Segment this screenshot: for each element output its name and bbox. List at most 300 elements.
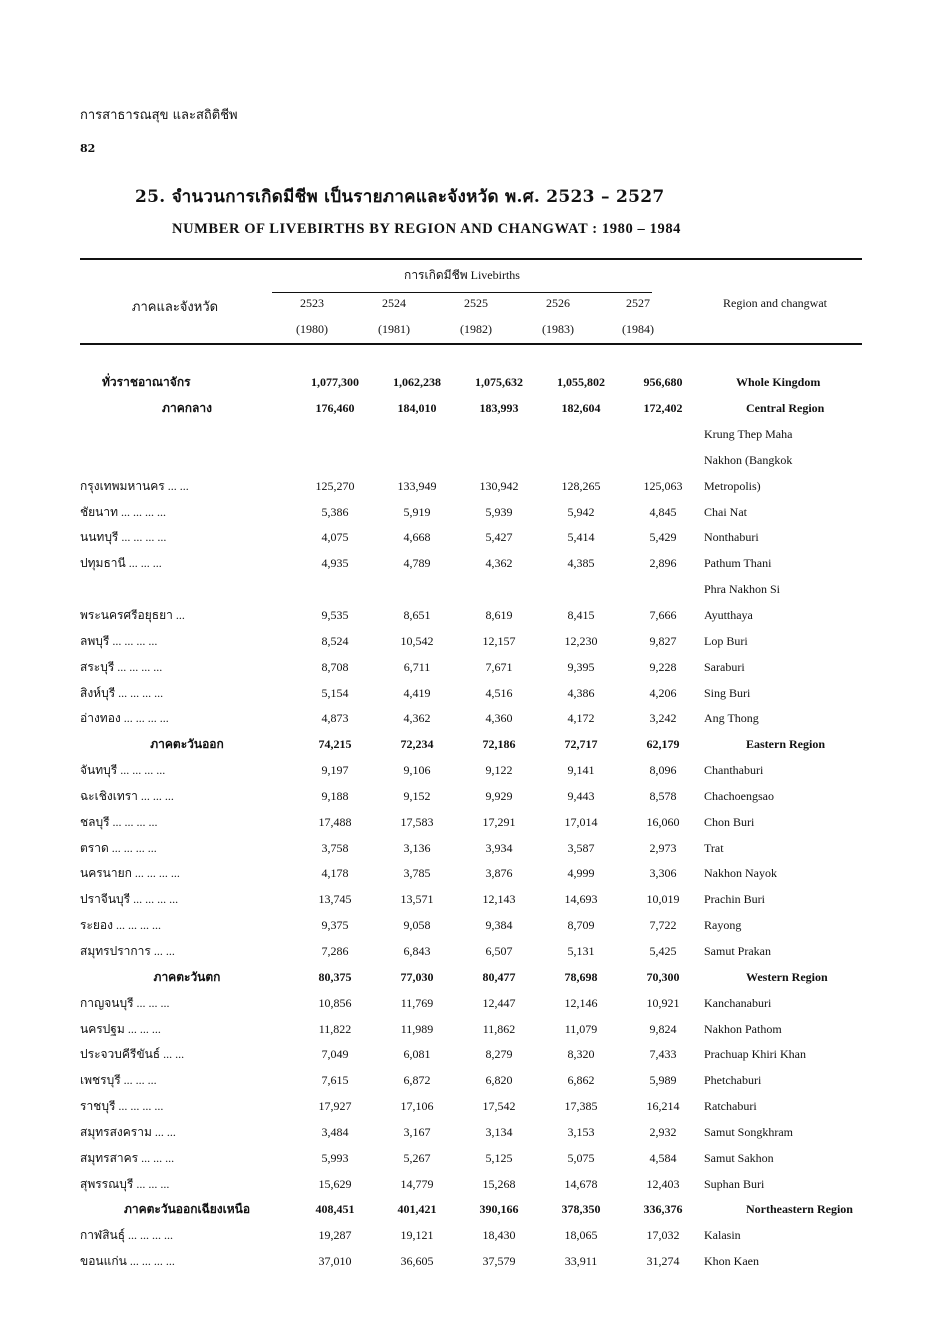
livebirths-value: 5,154 <box>321 685 349 700</box>
livebirths-value: 7,671 <box>485 659 513 674</box>
livebirths-value: 12,157 <box>482 633 516 648</box>
livebirths-value: 10,019 <box>646 892 680 907</box>
livebirths-value: 6,872 <box>403 1073 431 1088</box>
livebirths-value: 8,279 <box>485 1047 513 1062</box>
livebirths-value: 5,993 <box>321 1150 349 1165</box>
livebirths-value: 3,785 <box>403 866 431 881</box>
table-row <box>80 861 862 887</box>
livebirths-value: 3,306 <box>649 866 677 881</box>
changwat-name-thai: ราชบุรี ... ... ... ... <box>80 1099 164 1114</box>
livebirths-value: 14,779 <box>400 1176 434 1191</box>
livebirths-value: 6,081 <box>403 1047 431 1062</box>
changwat-name-thai <box>80 422 294 448</box>
livebirths-value: 125,063 <box>643 478 683 493</box>
livebirths-value: 8,320 <box>567 1047 595 1062</box>
table-row <box>80 680 862 706</box>
changwat-name-thai: ทั่วราชอาณาจักร <box>102 375 191 390</box>
livebirths-value <box>458 448 540 474</box>
livebirths-value <box>376 577 458 603</box>
changwat-name-english: Sing Buri <box>704 685 751 700</box>
livebirths-value: 1,075,632 <box>475 375 523 390</box>
livebirths-value: 11,822 <box>318 1021 352 1036</box>
livebirths-value: 176,460 <box>315 401 355 416</box>
livebirths-value: 1,055,802 <box>557 375 605 390</box>
changwat-name-thai: เพชรบุรี ... ... ... <box>80 1073 157 1088</box>
livebirths-value: 4,178 <box>321 866 349 881</box>
changwat-name-english: Trat <box>704 840 724 855</box>
livebirths-value: 3,934 <box>485 840 513 855</box>
livebirths-value: 80,375 <box>318 969 352 984</box>
livebirths-value: 7,615 <box>321 1073 349 1088</box>
table-row <box>80 1171 862 1197</box>
livebirths-value: 12,143 <box>482 892 516 907</box>
livebirths-value: 9,375 <box>321 918 349 933</box>
changwat-name-thai: ภาคตะวันตก <box>153 969 221 984</box>
changwat-name-english: Whole Kingdom <box>736 375 821 390</box>
livebirths-value: 4,789 <box>403 556 431 571</box>
livebirths-value <box>294 577 376 603</box>
livebirths-value: 4,516 <box>485 685 513 700</box>
livebirths-value: 37,010 <box>318 1254 352 1269</box>
livebirths-value: 15,268 <box>482 1176 516 1191</box>
changwat-name-english: Samut Songkhram <box>704 1124 793 1139</box>
changwat-name-thai: สระบุรี ... ... ... ... <box>80 659 163 674</box>
livebirths-table <box>80 370 862 1275</box>
livebirths-value: 5,414 <box>567 530 595 545</box>
livebirths-value: 17,488 <box>318 814 352 829</box>
table-row <box>80 1094 862 1120</box>
livebirths-value: 4,360 <box>485 711 513 726</box>
livebirths-value: 8,096 <box>649 763 677 778</box>
table-row <box>80 448 862 474</box>
changwat-name-english: Lop Buri <box>704 633 748 648</box>
changwat-name-english: Phra Nakhon Si <box>704 582 780 597</box>
livebirths-value: 5,942 <box>567 504 595 519</box>
changwat-name-thai: นครปฐม ... ... ... <box>80 1021 161 1036</box>
changwat-name-thai: อ่างทอง ... ... ... ... <box>80 711 169 726</box>
livebirths-value: 4,584 <box>649 1150 677 1165</box>
livebirths-value: 5,989 <box>649 1073 677 1088</box>
livebirths-value: 4,362 <box>485 556 513 571</box>
table-title-thai: 25. จำนวนการเกิดมีชีพ เป็นรายภาคและจังหวัด พ.ศ. 2523 – 2527 <box>135 187 665 207</box>
year-header-ce: (1983) <box>542 322 574 336</box>
table-row-region-total <box>80 732 862 758</box>
livebirths-value: 16,214 <box>646 1099 680 1114</box>
livebirths-value: 17,542 <box>482 1099 516 1114</box>
livebirths-value: 9,535 <box>321 608 349 623</box>
livebirths-value: 10,856 <box>318 995 352 1010</box>
livebirths-value: 11,862 <box>482 1021 516 1036</box>
livebirths-value: 8,708 <box>321 659 349 674</box>
changwat-name-thai: กรุงเทพมหานคร ... ... <box>80 478 189 493</box>
livebirths-value: 11,769 <box>400 995 434 1010</box>
year-header-ce: (1981) <box>378 322 410 336</box>
changwat-name-english: Ayutthaya <box>704 608 753 623</box>
region-header-thai: ภาคและจังหวัด <box>131 299 219 314</box>
table-row <box>80 939 862 965</box>
livebirths-value: 77,030 <box>400 969 434 984</box>
livebirths-value <box>458 422 540 448</box>
changwat-name-thai: ชลบุรี ... ... ... ... <box>80 814 158 829</box>
livebirths-value: 8,524 <box>321 633 349 648</box>
livebirths-value: 6,843 <box>403 943 431 958</box>
table-row <box>80 1068 862 1094</box>
livebirths-value: 7,433 <box>649 1047 677 1062</box>
livebirths-value: 12,403 <box>646 1176 680 1191</box>
livebirths-super-header: การเกิดมีชีพ Livebirths <box>404 268 520 282</box>
livebirths-value: 33,911 <box>564 1254 598 1269</box>
changwat-name-thai: สมุทรสาคร ... ... ... <box>80 1150 175 1165</box>
changwat-name-english: Khon Kaen <box>704 1254 759 1269</box>
livebirths-value: 5,075 <box>567 1150 595 1165</box>
changwat-name-english: Nonthaburi <box>704 530 759 545</box>
table-row <box>80 1145 862 1171</box>
livebirths-value: 5,267 <box>403 1150 431 1165</box>
livebirths-value: 2,896 <box>649 556 677 571</box>
livebirths-header-rule <box>272 292 652 293</box>
livebirths-value: 3,167 <box>403 1124 431 1139</box>
livebirths-value: 14,693 <box>564 892 598 907</box>
changwat-name-thai: ฉะเชิงเทรา ... ... ... <box>80 788 174 803</box>
region-header-english: Region and changwat <box>723 296 827 310</box>
changwat-name-english: Chanthaburi <box>704 763 764 778</box>
livebirths-value: 31,274 <box>646 1254 680 1269</box>
changwat-name-english: Metropolis) <box>704 478 761 493</box>
livebirths-value: 17,106 <box>400 1099 434 1114</box>
livebirths-value: 125,270 <box>315 478 355 493</box>
livebirths-value: 13,745 <box>318 892 352 907</box>
changwat-name-english: Chachoengsao <box>704 788 774 803</box>
livebirths-value: 17,291 <box>482 814 516 829</box>
changwat-name-thai: สุพรรณบุรี ... ... ... <box>80 1176 170 1191</box>
livebirths-value: 401,421 <box>397 1202 437 1217</box>
livebirths-value: 3,136 <box>403 840 431 855</box>
livebirths-value: 10,921 <box>646 995 680 1010</box>
livebirths-value: 5,131 <box>567 943 595 958</box>
livebirths-value: 5,427 <box>485 530 513 545</box>
livebirths-value: 19,121 <box>400 1228 434 1243</box>
changwat-name-english: Chai Nat <box>704 504 747 519</box>
livebirths-value: 9,228 <box>649 659 677 674</box>
livebirths-value: 36,605 <box>400 1254 434 1269</box>
livebirths-value <box>294 422 376 448</box>
livebirths-value: 3,876 <box>485 866 513 881</box>
livebirths-value: 12,447 <box>482 995 516 1010</box>
livebirths-value: 8,619 <box>485 608 513 623</box>
table-row <box>80 1119 862 1145</box>
table-row <box>80 628 862 654</box>
table-row <box>80 499 862 525</box>
livebirths-value: 4,419 <box>403 685 431 700</box>
livebirths-value: 378,350 <box>561 1202 601 1217</box>
livebirths-value: 4,668 <box>403 530 431 545</box>
changwat-name-english: Nakhon Nayok <box>704 866 777 881</box>
changwat-name-english: Nakhon (Bangkok <box>704 452 793 467</box>
changwat-name-english: Chon Buri <box>704 814 755 829</box>
changwat-name-thai: กาฬสินธุ์ ... ... ... ... <box>80 1228 174 1243</box>
page-number: 82 <box>80 142 96 155</box>
livebirths-value: 4,172 <box>567 711 595 726</box>
changwat-name-thai: กาญจนบุรี ... ... ... <box>80 995 170 1010</box>
changwat-name-thai: ภาคกลาง <box>162 401 212 416</box>
table-row <box>80 654 862 680</box>
table-row-region-total <box>80 1197 862 1223</box>
changwat-name-thai: ภาคตะวันออกเฉียงเหนือ <box>123 1202 251 1217</box>
livebirths-value: 3,134 <box>485 1124 513 1139</box>
livebirths-value: 17,014 <box>564 814 598 829</box>
livebirths-value: 1,062,238 <box>393 375 441 390</box>
changwat-name-english: Nakhon Pathom <box>704 1021 782 1036</box>
table-row-region-total <box>80 964 862 990</box>
table-row <box>80 577 862 603</box>
changwat-name-english: Samut Sakhon <box>704 1150 774 1165</box>
changwat-name-thai: ระยอง ... ... ... ... <box>80 918 161 933</box>
livebirths-value: 19,287 <box>318 1228 352 1243</box>
livebirths-value: 3,153 <box>567 1124 595 1139</box>
section-header: การสาธารณสุข และสถิติชีพ <box>80 108 238 123</box>
livebirths-value: 9,058 <box>403 918 431 933</box>
livebirths-value: 17,032 <box>646 1228 680 1243</box>
changwat-name-english: Suphan Buri <box>704 1176 765 1191</box>
livebirths-value: 9,141 <box>567 763 595 778</box>
changwat-name-thai: ปราจีนบุรี ... ... ... ... <box>80 892 179 907</box>
changwat-name-thai <box>80 577 294 603</box>
changwat-name-english: Eastern Region <box>746 737 825 752</box>
table-row <box>80 913 862 939</box>
livebirths-value: 7,286 <box>321 943 349 958</box>
table-row <box>80 784 862 810</box>
livebirths-value: 6,711 <box>403 659 431 674</box>
livebirths-value <box>622 448 704 474</box>
changwat-name-thai: สมุทรสงคราม ... ... <box>80 1124 176 1139</box>
livebirths-value: 9,929 <box>485 788 513 803</box>
changwat-name-english: Prachuap Khiri Khan <box>704 1047 806 1062</box>
livebirths-value: 18,065 <box>564 1228 598 1243</box>
changwat-name-english: Kalasin <box>704 1228 741 1243</box>
livebirths-value: 7,722 <box>649 918 677 933</box>
table-row <box>80 422 862 448</box>
livebirths-value: 4,075 <box>321 530 349 545</box>
changwat-name-english: Central Region <box>746 401 825 416</box>
livebirths-value: 12,146 <box>564 995 598 1010</box>
livebirths-value: 4,999 <box>567 866 595 881</box>
table-row <box>80 1223 862 1249</box>
changwat-name-thai: นครนายก ... ... ... ... <box>80 866 180 881</box>
livebirths-value: 9,395 <box>567 659 595 674</box>
livebirths-value: 4,935 <box>321 556 349 571</box>
livebirths-value: 4,206 <box>649 685 677 700</box>
livebirths-value: 78,698 <box>564 969 598 984</box>
livebirths-value: 390,166 <box>479 1202 519 1217</box>
changwat-name-english: Rayong <box>704 918 742 933</box>
livebirths-table-body <box>80 370 862 1275</box>
changwat-name-thai: ลพบุรี ... ... ... ... <box>80 633 158 648</box>
table-row <box>80 1042 862 1068</box>
livebirths-value: 130,942 <box>479 478 519 493</box>
livebirths-value: 9,443 <box>567 788 595 803</box>
changwat-name-thai: สิงห์บุรี ... ... ... ... <box>80 685 164 700</box>
livebirths-value: 9,824 <box>649 1021 677 1036</box>
table-row <box>80 603 862 629</box>
table-row <box>80 990 862 1016</box>
livebirths-value: 12,230 <box>564 633 598 648</box>
livebirths-value: 956,680 <box>643 375 683 390</box>
changwat-name-thai: ประจวบคีรีขันธ์ ... ... <box>80 1047 185 1062</box>
livebirths-value: 11,079 <box>564 1021 598 1036</box>
livebirths-value <box>622 577 704 603</box>
year-header-be: 2525 <box>464 296 488 310</box>
livebirths-value <box>540 448 622 474</box>
livebirths-value: 37,579 <box>482 1254 516 1269</box>
livebirths-value: 8,578 <box>649 788 677 803</box>
livebirths-value: 5,425 <box>649 943 677 958</box>
changwat-name-thai <box>80 448 294 474</box>
table-row <box>80 809 862 835</box>
livebirths-value <box>376 448 458 474</box>
livebirths-value: 17,583 <box>400 814 434 829</box>
table-header-rule <box>80 343 862 345</box>
livebirths-value: 5,386 <box>321 504 349 519</box>
livebirths-value: 5,429 <box>649 530 677 545</box>
changwat-name-thai: นนทบุรี ... ... ... ... <box>80 530 167 545</box>
livebirths-value: 172,402 <box>643 401 683 416</box>
livebirths-value: 8,709 <box>567 918 595 933</box>
livebirths-value: 72,186 <box>482 737 516 752</box>
changwat-name-english: Northeastern Region <box>746 1202 853 1217</box>
changwat-name-thai: สมุทรปราการ ... ... <box>80 943 175 958</box>
livebirths-value: 10,542 <box>400 633 434 648</box>
table-top-rule <box>80 258 862 260</box>
livebirths-value: 9,384 <box>485 918 513 933</box>
livebirths-value: 5,939 <box>485 504 513 519</box>
livebirths-value: 9,122 <box>485 763 513 778</box>
livebirths-value: 6,820 <box>485 1073 513 1088</box>
year-header-be: 2527 <box>626 296 650 310</box>
table-row-region-total <box>80 396 862 422</box>
livebirths-value: 4,362 <box>403 711 431 726</box>
livebirths-value <box>376 422 458 448</box>
table-row <box>80 473 862 499</box>
changwat-name-english: Ang Thong <box>704 711 759 726</box>
livebirths-value: 3,242 <box>649 711 677 726</box>
table-row <box>80 1249 862 1275</box>
livebirths-value: 128,265 <box>561 478 601 493</box>
livebirths-value <box>540 577 622 603</box>
livebirths-value: 6,507 <box>485 943 513 958</box>
table-row <box>80 758 862 784</box>
livebirths-value: 5,125 <box>485 1150 513 1165</box>
livebirths-value: 13,571 <box>400 892 434 907</box>
table-row <box>80 1016 862 1042</box>
year-header-be: 2523 <box>300 296 324 310</box>
livebirths-value: 7,049 <box>321 1047 349 1062</box>
livebirths-value: 4,386 <box>567 685 595 700</box>
livebirths-value: 7,666 <box>649 608 677 623</box>
livebirths-value: 18,430 <box>482 1228 516 1243</box>
livebirths-value: 15,629 <box>318 1176 352 1191</box>
livebirths-value: 3,587 <box>567 840 595 855</box>
livebirths-value: 2,973 <box>649 840 677 855</box>
livebirths-value: 72,234 <box>400 737 434 752</box>
table-row-region-total <box>80 370 862 396</box>
livebirths-value: 11,989 <box>400 1021 434 1036</box>
changwat-name-english: Saraburi <box>704 659 745 674</box>
livebirths-value <box>540 422 622 448</box>
changwat-name-english: Phetchaburi <box>704 1073 762 1088</box>
livebirths-value: 183,993 <box>479 401 519 416</box>
livebirths-value: 184,010 <box>397 401 437 416</box>
changwat-name-english: Krung Thep Maha <box>704 427 793 442</box>
table-row <box>80 706 862 732</box>
livebirths-value: 8,651 <box>403 608 431 623</box>
table-title-english: NUMBER OF LIVEBIRTHS BY REGION AND CHANGWAT : 1980 – 1984 <box>172 221 682 237</box>
changwat-name-thai: จันทบุรี ... ... ... ... <box>80 763 166 778</box>
livebirths-value: 14,678 <box>564 1176 598 1191</box>
table-row <box>80 551 862 577</box>
changwat-name-thai: พระนครศรีอยุธยา ... <box>80 608 185 623</box>
changwat-name-english: Pathum Thani <box>704 556 772 571</box>
livebirths-value: 408,451 <box>315 1202 355 1217</box>
livebirths-value: 9,152 <box>403 788 431 803</box>
livebirths-value: 17,385 <box>564 1099 598 1114</box>
livebirths-value: 4,385 <box>567 556 595 571</box>
livebirths-value: 182,604 <box>561 401 601 416</box>
changwat-name-thai: ขอนแก่น ... ... ... ... <box>80 1254 175 1269</box>
livebirths-value <box>622 422 704 448</box>
livebirths-value: 70,300 <box>646 969 680 984</box>
livebirths-value: 2,932 <box>649 1124 677 1139</box>
changwat-name-english: Ratchaburi <box>704 1099 757 1114</box>
table-row <box>80 887 862 913</box>
changwat-name-thai: ชัยนาท ... ... ... ... <box>80 504 167 519</box>
livebirths-value: 1,077,300 <box>311 375 359 390</box>
livebirths-value: 62,179 <box>646 737 680 752</box>
livebirths-value: 133,949 <box>397 478 437 493</box>
livebirths-value: 5,919 <box>403 504 431 519</box>
livebirths-value: 8,415 <box>567 608 595 623</box>
changwat-name-english: Prachin Buri <box>704 892 765 907</box>
livebirths-value: 9,106 <box>403 763 431 778</box>
changwat-name-english: Kanchanaburi <box>704 995 772 1010</box>
livebirths-value: 4,873 <box>321 711 349 726</box>
livebirths-value: 3,758 <box>321 840 349 855</box>
year-header-ce: (1980) <box>296 322 328 336</box>
table-row <box>80 835 862 861</box>
livebirths-value: 80,477 <box>482 969 516 984</box>
livebirths-value: 74,215 <box>318 737 352 752</box>
livebirths-value: 9,188 <box>321 788 349 803</box>
year-header-be: 2524 <box>382 296 406 310</box>
livebirths-value: 16,060 <box>646 814 680 829</box>
livebirths-value: 9,197 <box>321 763 349 778</box>
livebirths-value: 9,827 <box>649 633 677 648</box>
changwat-name-thai: ปทุมธานี ... ... ... <box>80 556 162 571</box>
year-header-ce: (1984) <box>622 322 654 336</box>
livebirths-value: 17,927 <box>318 1099 352 1114</box>
livebirths-value <box>294 448 376 474</box>
changwat-name-thai: ภาคตะวันออก <box>150 737 224 752</box>
changwat-name-english: Samut Prakan <box>704 943 771 958</box>
livebirths-value: 3,484 <box>321 1124 349 1139</box>
livebirths-value: 72,717 <box>564 737 598 752</box>
changwat-name-english: Western Region <box>746 969 828 984</box>
changwat-name-thai: ตราด ... ... ... ... <box>80 840 157 855</box>
year-header-ce: (1982) <box>460 322 492 336</box>
livebirths-value: 6,862 <box>567 1073 595 1088</box>
year-header-be: 2526 <box>546 296 570 310</box>
table-row <box>80 525 862 551</box>
livebirths-value: 4,845 <box>649 504 677 519</box>
